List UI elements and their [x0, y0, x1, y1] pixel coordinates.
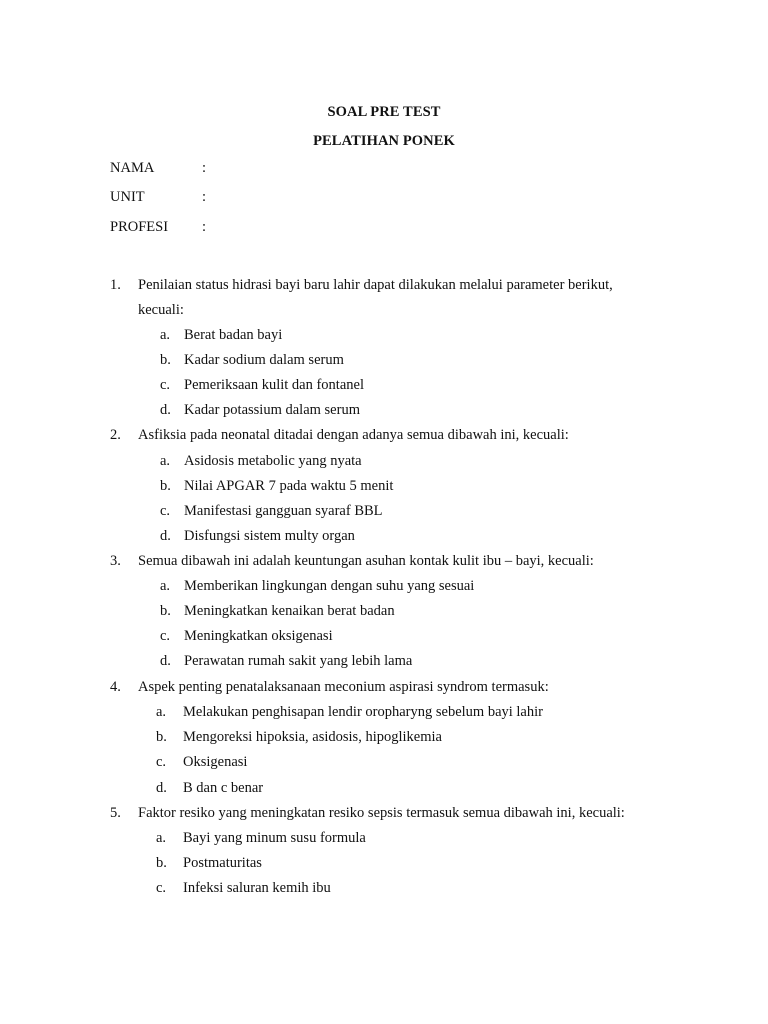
option-text: B dan c benar — [183, 780, 264, 796]
option-letter: b. — [156, 855, 167, 871]
option-letter: d. — [160, 402, 171, 418]
question-text: Asfiksia pada neonatal ditadai dengan adanya semua dibawah ini, kecuali: — [138, 427, 569, 443]
option-letter: c. — [156, 754, 167, 770]
option-text: Nilai APGAR 7 pada waktu 5 menit — [184, 478, 394, 494]
question-text: Faktor resiko yang meningkatan resiko sepsis termasuk semua dibawah ini, kecuali: — [138, 805, 625, 821]
identity-label: NAMA — [110, 160, 155, 176]
option-text: Memberikan lingkungan dengan suhu yang sesuai — [184, 578, 475, 594]
option-text: Kadar sodium dalam serum — [184, 352, 344, 368]
option-text: Meningkatkan kenaikan berat badan — [184, 603, 395, 619]
option-letter: c. — [160, 628, 171, 644]
option-text: Bayi yang minum susu formula — [183, 830, 366, 846]
question-text: Aspek penting penatalaksanaan meconium aspirasi syndrom termasuk: — [138, 679, 549, 695]
identity-label: UNIT — [110, 189, 145, 205]
option-text: Perawatan rumah sakit yang lebih lama — [184, 653, 413, 669]
question-number: 1. — [110, 277, 121, 293]
question-number: 5. — [110, 805, 121, 821]
identity-separator: : — [202, 160, 207, 176]
option-letter: b. — [160, 478, 171, 494]
option-text: Disfungsi sistem multy organ — [184, 528, 355, 544]
document-subtitle: PELATIHAN PONEK — [313, 133, 455, 149]
option-letter: d. — [160, 653, 171, 669]
option-letter: a. — [156, 704, 167, 720]
option-text: Postmaturitas — [183, 855, 262, 871]
option-text: Berat badan bayi — [184, 327, 283, 343]
question-text: Penilaian status hidrasi bayi baru lahir dapat dilakukan melalui parameter berikut, — [138, 277, 613, 293]
question-number: 3. — [110, 553, 121, 569]
option-letter: b. — [160, 352, 171, 368]
identity-label: PROFESI — [110, 219, 169, 235]
option-text: Infeksi saluran kemih ibu — [183, 880, 331, 896]
option-letter: c. — [160, 503, 171, 519]
option-letter: d. — [160, 528, 171, 544]
question-text-continued: kecuali: — [138, 302, 184, 318]
option-text: Meningkatkan oksigenasi — [184, 628, 333, 644]
option-text: Oksigenasi — [183, 754, 248, 770]
option-letter: a. — [156, 830, 167, 846]
option-text: Pemeriksaan kulit dan fontanel — [184, 377, 364, 393]
question-number: 2. — [110, 427, 121, 443]
option-text: Mengoreksi hipoksia, asidosis, hipoglikemia — [183, 729, 442, 745]
option-letter: a. — [160, 453, 171, 469]
option-letter: b. — [156, 729, 167, 745]
option-text: Melakukan penghisapan lendir oropharyng sebelum bayi lahir — [183, 704, 543, 720]
option-letter: a. — [160, 578, 171, 594]
option-letter: d. — [156, 780, 167, 796]
option-text: Manifestasi gangguan syaraf BBL — [184, 503, 383, 519]
document-title: SOAL PRE TEST — [327, 104, 441, 120]
option-letter: c. — [156, 880, 167, 896]
identity-separator: : — [202, 219, 207, 235]
question-text: Semua dibawah ini adalah keuntungan asuhan kontak kulit ibu – bayi, kecuali: — [138, 553, 594, 569]
option-letter: a. — [160, 327, 171, 343]
question-number: 4. — [110, 679, 121, 695]
identity-separator: : — [202, 189, 207, 205]
option-letter: b. — [160, 603, 171, 619]
option-text: Asidosis metabolic yang nyata — [184, 453, 362, 469]
option-letter: c. — [160, 377, 171, 393]
option-text: Kadar potassium dalam serum — [184, 402, 360, 418]
